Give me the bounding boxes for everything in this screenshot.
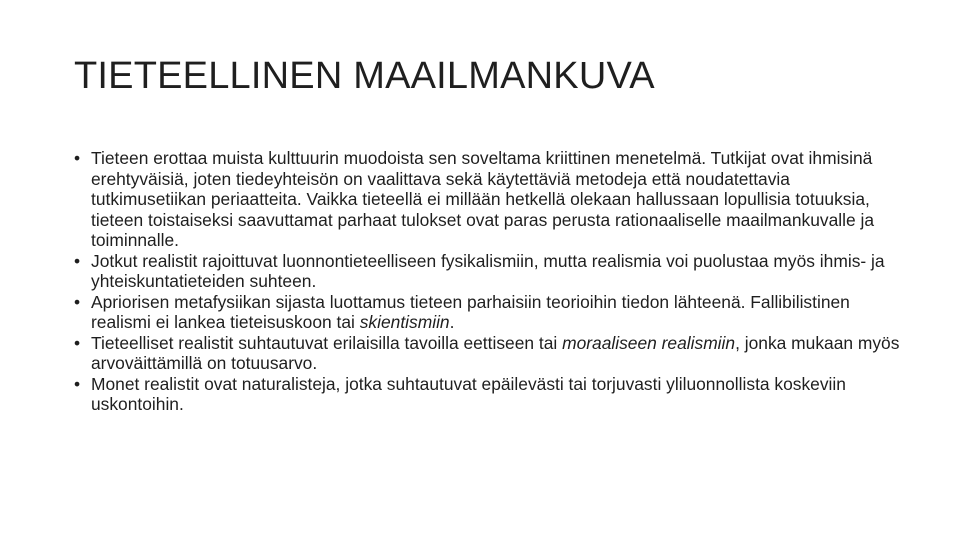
bullet-icon: • [74, 373, 81, 394]
bullet-text-segment: , jonka mukaan myös arvoväittämillä on totuusarvo. [91, 332, 900, 373]
bullet-icon: • [74, 332, 81, 353]
bullet-text [91, 251, 885, 292]
bullet-item [74, 251, 904, 292]
bullet-icon: • [74, 291, 81, 312]
bullet-text-segment: Jotkut realistit rajoittuvat luonnontieteelliseen fysikalismiin, mutta realismia voi puolustaa myös ihmis- ja yhteiskuntatieteiden suhteen. [91, 250, 885, 291]
bullet-text [91, 148, 874, 250]
bullet-item [74, 148, 904, 251]
bullet-text-segment: Tieteen erottaa muista kulttuurin muodoista sen soveltama kriittinen menetelmä. Tutkijat ovat ihmisinä erehtyväisiä, joten tiedeyhteisön on vaalittava sekä käytettäviä metodeja että noudatettavia tutkimusetiikan periaatteita. Vaikka tieteellä ei millään hetkellä olekaan hallussaan lopullisia totuuksia, tieteen toistaiseksi saavuttamat parhaat tulokset ovat paras perusta rationaaliselle maailmankuvalle ja toiminnalle. [91, 148, 875, 250]
bullet-text [91, 333, 899, 374]
slide-title: TIETEELLINEN MAAILMANKUVA [74, 55, 655, 97]
bullet-text [91, 374, 846, 415]
bullet-item [74, 292, 904, 333]
bullet-text-segment: Apriorisen metafysiikan sijasta luottamus tieteen parhaisiin teorioihin tiedon lähteenä. Fallibilistinen realismi ei lankea tieteisuskoon tai [91, 291, 850, 332]
bullet-text-segment: Monet realistit ovat naturalisteja, jotka suhtautuvat epäilevästi tai torjuvasti yliluonnollista koskeviin uskontoihin. [91, 373, 846, 414]
bullet-text-segment: Tieteelliset realistit suhtautuvat erilaisilla tavoilla eettiseen tai [91, 332, 563, 353]
bullet-item [74, 333, 904, 374]
bullet-list [74, 148, 904, 415]
bullet-icon: • [74, 148, 81, 168]
bullet-text-italic: skientismiin [359, 312, 450, 332]
bullet-icon: • [74, 250, 81, 271]
bullet-item [74, 374, 904, 415]
bullet-text-italic: moraaliseen realismiin [562, 332, 736, 353]
bullet-text-segment: . [449, 312, 455, 332]
bullet-text [91, 292, 850, 333]
